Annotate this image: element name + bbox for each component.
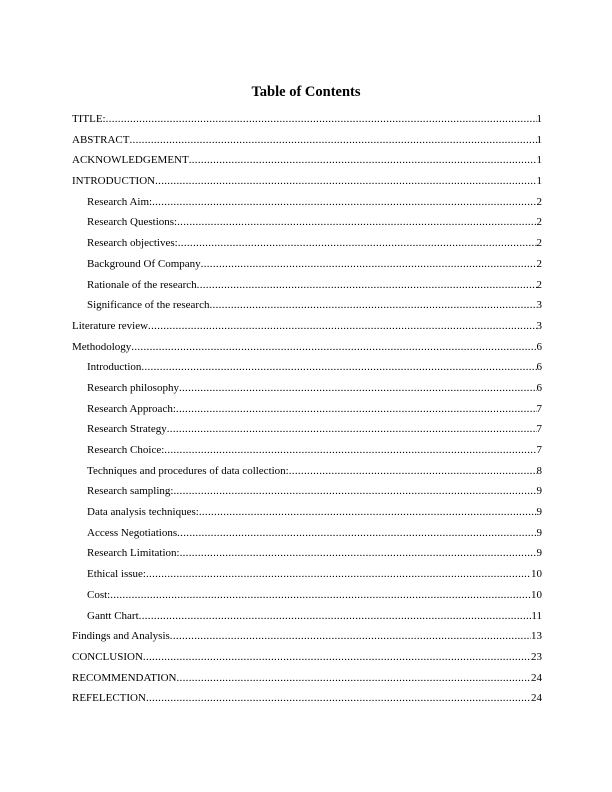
toc-entry-label: Cost: <box>87 588 111 601</box>
toc-page-number: 6 <box>536 381 542 394</box>
toc-subentry[interactable] <box>72 295 542 316</box>
toc-subentry[interactable] <box>72 606 542 627</box>
toc-page-number: 2 <box>536 216 542 229</box>
toc-page-number: 9 <box>536 506 542 519</box>
toc-page-number: 1 <box>536 175 542 188</box>
toc-entry-label: Literature review <box>72 319 149 332</box>
toc-entry-label: Findings and Analysis <box>72 630 170 643</box>
toc-dot-leader <box>170 626 531 647</box>
toc-title: Table of Contents <box>251 84 361 100</box>
toc-entry[interactable] <box>72 647 542 668</box>
toc-entry[interactable] <box>72 171 542 192</box>
toc-entry-label: Significance of the research <box>87 299 210 312</box>
toc-entry-label: Access Negotiations <box>87 526 178 539</box>
toc-entry-label: Research Strategy <box>87 423 167 436</box>
toc-entry-label: Background Of Company <box>87 257 201 270</box>
toc-page-number: 9 <box>536 547 542 560</box>
toc-dot-leader <box>179 378 537 399</box>
toc-entry[interactable] <box>72 668 542 689</box>
toc-entry-label: ACKNOWLEDGEMENT <box>72 154 189 167</box>
toc-page-number: 9 <box>536 485 542 498</box>
toc-page-number: 2 <box>536 257 542 270</box>
toc-page-number: 10 <box>531 568 542 581</box>
toc-entry-label: Research Questions: <box>87 216 178 229</box>
toc-page-number: 3 <box>536 319 542 332</box>
toc-subentry[interactable] <box>72 419 542 440</box>
toc-entry-label: CONCLUSION <box>72 650 143 663</box>
toc-entry-label: Gantt Chart <box>87 609 139 622</box>
toc-entry-label: Research Choice: <box>87 444 165 456</box>
toc-subentry[interactable] <box>72 275 542 296</box>
toc-page-number: 1 <box>536 154 542 167</box>
toc-entry-label: RECOMMENDATION <box>72 671 177 684</box>
toc-entry[interactable] <box>72 150 542 171</box>
toc-subentry[interactable] <box>72 502 542 523</box>
toc-entry-label: Data analysis techniques: <box>87 506 199 519</box>
toc-dot-leader <box>164 440 536 461</box>
toc-subentry[interactable] <box>72 543 542 564</box>
toc-dot-leader <box>148 316 536 337</box>
toc-dot-leader <box>177 212 536 233</box>
toc-page-number: 9 <box>536 526 542 539</box>
toc-page-number: 2 <box>536 237 542 250</box>
toc-entry[interactable] <box>72 130 542 151</box>
toc-dot-leader <box>177 523 536 544</box>
toc-page-number: 3 <box>536 299 542 312</box>
toc-dot-leader <box>146 564 531 585</box>
toc-page-number: 2 <box>536 195 542 208</box>
toc-dot-leader <box>201 254 537 275</box>
toc-subentry[interactable] <box>72 461 542 482</box>
toc-dot-leader <box>189 150 537 171</box>
toc-entry[interactable] <box>72 316 542 337</box>
toc-list <box>72 109 542 709</box>
toc-page-number: 10 <box>531 588 542 601</box>
toc-page-number: 23 <box>531 650 542 663</box>
toc-page-number: 7 <box>536 402 542 415</box>
toc-entry-label: Research objectives: <box>87 237 178 250</box>
toc-subentry[interactable] <box>72 399 542 420</box>
toc-dot-leader <box>152 192 536 213</box>
toc-entry-label: Research Approach: <box>87 402 176 415</box>
toc-subentry[interactable] <box>72 212 542 233</box>
toc-subentry[interactable] <box>72 254 542 275</box>
toc-entry-label: Techniques and procedures of data collection: <box>87 464 289 477</box>
toc-dot-leader <box>178 233 537 254</box>
toc-dot-leader <box>176 399 537 420</box>
toc-dot-leader <box>129 130 536 151</box>
toc-entry[interactable] <box>72 626 542 647</box>
toc-subentry[interactable] <box>72 233 542 254</box>
toc-page-number: 8 <box>536 464 542 477</box>
toc-page-number: 1 <box>536 113 542 125</box>
toc-entry-label: REFELECTION <box>72 692 146 705</box>
toc-page-number: 6 <box>536 340 542 353</box>
toc-page-number: 13 <box>531 630 542 643</box>
toc-entry-label: Research philosophy <box>87 381 179 394</box>
toc-page-number: 1 <box>536 133 542 146</box>
toc-page-number: 11 <box>531 609 542 622</box>
toc-entry[interactable] <box>72 337 542 358</box>
toc-entry-label: Ethical issue: <box>87 568 146 581</box>
toc-dot-leader <box>110 585 531 606</box>
toc-entry-label: ABSTRACT <box>72 133 130 146</box>
toc-subentry[interactable] <box>72 440 542 461</box>
toc-subentry[interactable] <box>72 523 542 544</box>
toc-page-number: 6 <box>536 361 542 374</box>
toc-dot-leader <box>289 461 537 482</box>
toc-entry-label: TITLE: <box>72 113 106 125</box>
toc-subentry[interactable] <box>72 481 542 502</box>
toc-subentry[interactable] <box>72 192 542 213</box>
toc-dot-leader <box>141 357 536 378</box>
toc-dot-leader <box>139 606 532 627</box>
toc-entry-label: Research Aim: <box>87 195 153 208</box>
toc-dot-leader <box>199 502 537 523</box>
toc-dot-leader <box>167 419 537 440</box>
toc-entry-label: Rationale of the research <box>87 278 197 291</box>
toc-page-number: 24 <box>531 692 542 705</box>
toc-subentry[interactable] <box>72 357 542 378</box>
toc-page-number: 7 <box>536 423 542 436</box>
toc-page-number: 24 <box>531 671 542 684</box>
toc-entry-label: INTRODUCTION <box>72 175 156 188</box>
toc-entry[interactable] <box>72 109 542 130</box>
toc-entry-label: Introduction <box>87 361 142 374</box>
toc-entry-label: Research Limitation: <box>87 547 180 560</box>
toc-dot-leader <box>177 668 532 689</box>
toc-dot-leader <box>209 295 536 316</box>
toc-dot-leader <box>197 275 537 296</box>
toc-entry-label: Research sampling: <box>87 485 174 498</box>
toc-subentry[interactable] <box>72 378 542 399</box>
toc-entry-label: Methodology <box>72 340 132 353</box>
toc-dot-leader <box>146 688 531 709</box>
toc-subentry[interactable] <box>72 585 542 606</box>
toc-subentry[interactable] <box>72 564 542 585</box>
toc-dot-leader <box>106 109 537 130</box>
toc-dot-leader <box>180 543 537 564</box>
toc-dot-leader <box>131 337 536 358</box>
toc-entry[interactable] <box>72 688 542 709</box>
toc-dot-leader <box>173 481 536 502</box>
toc-dot-leader <box>155 171 536 192</box>
toc-page-number: 7 <box>536 444 542 456</box>
toc-page-number: 2 <box>536 278 542 291</box>
toc-dot-leader <box>143 647 531 668</box>
